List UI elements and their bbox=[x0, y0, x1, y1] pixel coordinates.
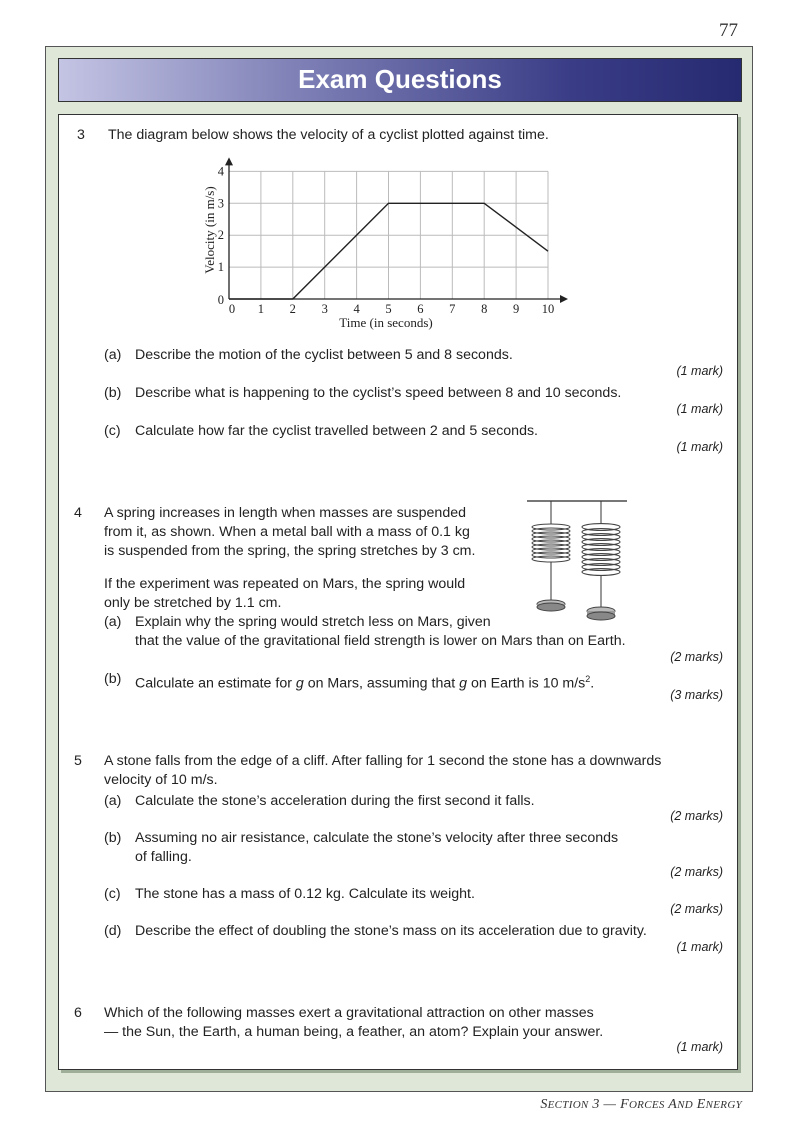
q3-text: The diagram below shows the velocity of a cyclist plotted against time. bbox=[108, 127, 549, 143]
q6-marks: (1 mark) bbox=[676, 1040, 723, 1054]
x-axis-arrow bbox=[560, 295, 568, 303]
y-tick-label: 4 bbox=[217, 164, 224, 179]
q5-line-2: velocity of 10 m/s. bbox=[104, 772, 218, 788]
section-footer bbox=[540, 1097, 742, 1113]
velocity-time-graph bbox=[195, 150, 575, 335]
q5b-line-1: Assuming no air resistance, calculate the stone’s velocity after three seconds bbox=[135, 830, 619, 846]
page-title: Exam Questions bbox=[298, 64, 502, 94]
q4-line-4: If the experiment was repeated on Mars, the spring would bbox=[104, 576, 466, 592]
footer-dash: — bbox=[603, 1097, 617, 1112]
q5a-label: (a) bbox=[104, 793, 122, 809]
x-tick-label: 8 bbox=[481, 302, 488, 316]
q3a-marks: (1 mark) bbox=[676, 364, 723, 378]
q4a-marks: (2 marks) bbox=[670, 650, 723, 664]
q4-line-3: is suspended from the spring, the spring stretches by 3 cm. bbox=[104, 543, 476, 559]
q5d-text: Describe the effect of doubling the stone’s mass on its acceleration due to gravity. bbox=[135, 923, 647, 939]
q5b-label: (b) bbox=[104, 830, 122, 846]
q5b-marks: (2 marks) bbox=[670, 865, 723, 879]
x-tick-label: 1 bbox=[257, 302, 265, 316]
q4-line-5: only be stretched by 1.1 cm. bbox=[104, 595, 282, 611]
q3b-marks: (1 mark) bbox=[676, 402, 723, 416]
chart-ticks bbox=[218, 164, 555, 316]
x-axis-label: Time (in seconds) bbox=[339, 315, 433, 330]
q3c-text: Calculate how far the cyclist travelled between 2 and 5 seconds. bbox=[135, 423, 538, 439]
title-banner bbox=[58, 58, 742, 102]
x-tick-label: 3 bbox=[321, 302, 328, 316]
q3b-label: (b) bbox=[104, 385, 122, 401]
q5-number: 5 bbox=[74, 753, 82, 769]
q5d-label: (d) bbox=[104, 923, 122, 939]
q4-line-2: from it, as shown. When a metal ball with a mass of 0.1 kg bbox=[104, 524, 470, 540]
footer-section: SECTION 3 bbox=[540, 1097, 600, 1112]
x-tick-label: 9 bbox=[512, 302, 520, 316]
q6-line-2: — the Sun, the Earth, a human being, a feather, an atom? Explain your answer. bbox=[104, 1024, 604, 1040]
q5c-label: (c) bbox=[104, 886, 121, 902]
q5a-text: Calculate the stone’s acceleration during the first second it falls. bbox=[135, 793, 535, 809]
q3c-label: (c) bbox=[104, 423, 121, 439]
q3a-label: (a) bbox=[104, 347, 122, 363]
q3-number: 3 bbox=[77, 127, 85, 143]
spring-diagram bbox=[522, 496, 632, 624]
y-tick-label: 3 bbox=[217, 196, 224, 211]
footer-topic: FORCES AND ENERGY bbox=[620, 1097, 742, 1112]
x-tick-label: 0 bbox=[228, 302, 236, 316]
x-tick-label: 7 bbox=[449, 302, 456, 316]
q5c-text: The stone has a mass of 0.12 kg. Calculate its weight. bbox=[135, 886, 475, 902]
q3a-text: Describe the motion of the cyclist between 5 and 8 seconds. bbox=[135, 347, 513, 363]
q4-number: 4 bbox=[74, 505, 82, 521]
q6-number: 6 bbox=[74, 1005, 82, 1021]
q4a-label: (a) bbox=[104, 614, 122, 630]
q4-line-1: A spring increases in length when masses are suspended bbox=[104, 505, 466, 521]
chart-grid bbox=[229, 171, 548, 299]
q5a-marks: (2 marks) bbox=[670, 809, 723, 823]
q5c-marks: (2 marks) bbox=[670, 902, 723, 916]
origin-label: 0 bbox=[217, 293, 224, 307]
q3b-text: Describe what is happening to the cyclist’s speed between 8 and 10 seconds. bbox=[135, 385, 622, 401]
q5-line-1: A stone falls from the edge of a cliff. After falling for 1 second the stone has a downwards bbox=[104, 753, 662, 769]
q4b-marks: (3 marks) bbox=[670, 688, 723, 702]
q4b-text: Calculate an estimate for g on Mars, assuming that g on Earth is 10 $m/s^2$. bbox=[135, 674, 595, 692]
y-tick-label: 1 bbox=[217, 260, 224, 275]
x-tick-label: 2 bbox=[289, 302, 296, 316]
q6-line-1: Which of the following masses exert a gravitational attraction on other masses bbox=[104, 1005, 594, 1021]
q3c-marks: (1 mark) bbox=[676, 440, 723, 454]
q5d-marks: (1 mark) bbox=[676, 940, 723, 954]
y-tick-label: 2 bbox=[217, 228, 224, 243]
x-tick-label: 4 bbox=[353, 302, 360, 316]
x-tick-label: 10 bbox=[541, 302, 555, 316]
y-axis-arrow bbox=[225, 157, 233, 165]
y-axis-label: Velocity (in m/s) bbox=[202, 186, 217, 274]
q4b-label: (b) bbox=[104, 671, 122, 687]
x-tick-label: 6 bbox=[417, 302, 424, 316]
q4a-line-1: Explain why the spring would stretch less on Mars, given bbox=[135, 614, 491, 630]
page-number: 77 bbox=[719, 20, 738, 41]
q4a-line-2: that the value of the gravitational field strength is lower on Mars than on Earth. bbox=[135, 633, 626, 649]
q5b-line-2: of falling. bbox=[135, 849, 192, 865]
x-tick-label: 5 bbox=[385, 302, 392, 316]
